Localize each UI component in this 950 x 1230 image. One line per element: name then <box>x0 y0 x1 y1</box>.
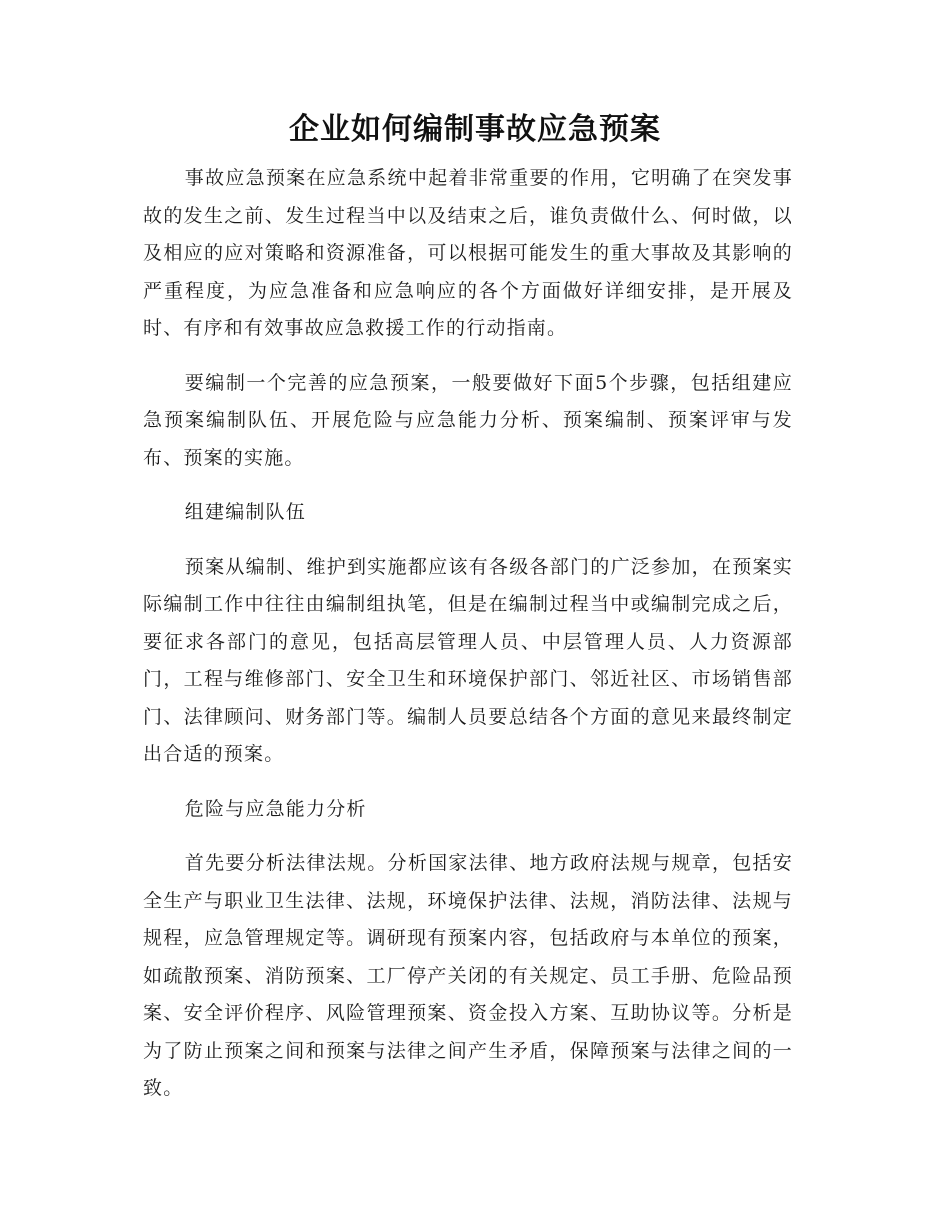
section-heading-team: 组建编制队伍 <box>184 501 306 523</box>
analysis-paragraph: 首先要分析法律法规。分析国家法律、地方政府法规与规章，包括安全生产与职业卫生法律、法规，环境保护法律、法规，消防法律、法规与规程，应急管理规定等。调研现有预案内容，包括政府与本单位的预案，如疏散预案、消防预案、工厂停产关闭的有关规定、员工手册、危险品预案、安全评价程序、风险管理预案、资金投入方案、互助协议等。分析是为了防止预案之间和预案与法律之间产生矛盾，保障预案与法律之间的一致。 <box>143 852 793 1099</box>
steps-paragraph: 要编制一个完善的应急预案，一般要做好下面5个步骤，包括组建应急预案编制队伍、开展危险与应急能力分析、预案编制、预案评审与发布、预案的实施。 <box>143 371 793 469</box>
intro-paragraph: 事故应急预案在应急系统中起着非常重要的作用，它明确了在突发事故的发生之前、发生过程当中以及结束之后，谁负责做什么、何时做，以及相应的应对策略和资源准备，可以根据可能发生的重大事故及其影响的严重程度，为应急准备和应急响应的各个方面做好详细安排，是开展及时、有序和有效事故应急救援工作的行动指南。 <box>143 167 793 339</box>
document-title: 企业如何编制事故应急预案 <box>289 112 661 147</box>
section-heading-analysis: 危险与应急能力分析 <box>184 797 367 820</box>
team-paragraph: 预案从编制、维护到实施都应该有各级各部门的广泛参加，在预案实际编制工作中往往由编制组执笔，但是在编制过程当中或编制完成之后，要征求各部门的意见，包括高层管理人员、中层管理人员、人力资源部门，工程与维修部门、安全卫生和环境保护部门、邻近社区、市场销售部门、法律顾问、财务部门等。编制人员要总结各个方面的意见来最终制定出合适的预案。 <box>143 555 793 765</box>
document-body <box>143 160 793 1125</box>
